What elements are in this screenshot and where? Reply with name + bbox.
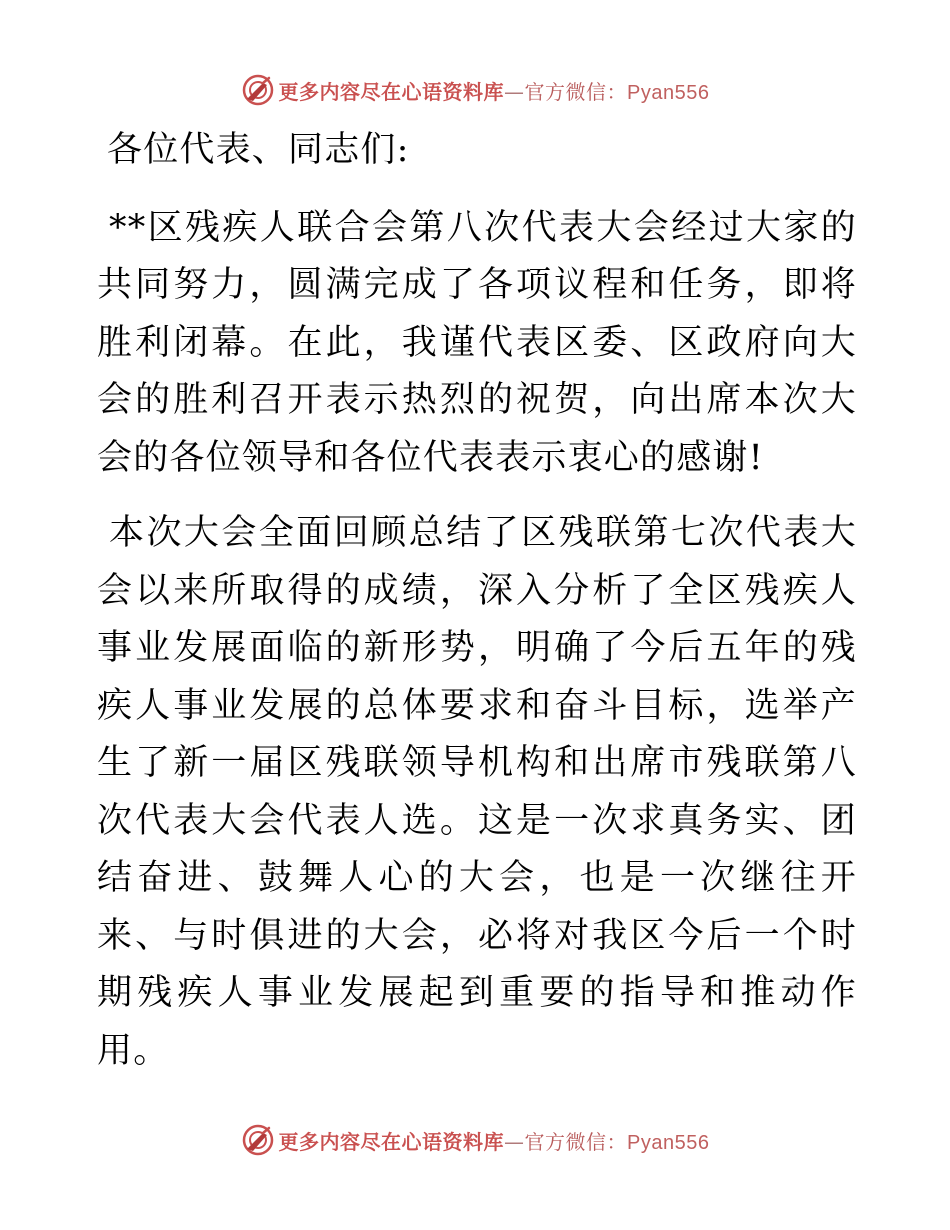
brand-logo-icon — [241, 73, 275, 107]
footer-banner-wechat-id: Pyan556 — [627, 1131, 710, 1154]
footer-banner-main: 更多内容尽在心语资料库 — [278, 1129, 505, 1154]
brand-logo-icon — [241, 1123, 275, 1157]
header-banner-main: 更多内容尽在心语资料库 — [278, 79, 505, 104]
footer-banner-text — [279, 1126, 710, 1155]
paragraph-1: **区残疾人联合会第八次代表大会经过大家的共同努力，圆满完成了各项议程和任务，即将胜利闭幕。在此，我谨代表区委、区政府向大会的胜利召开表示热烈的祝贺，向出席本次大会的各位领导和各位代表表示衷心的感谢! — [97, 207, 857, 478]
header-banner-text — [279, 76, 710, 105]
footer-banner-separator: — — [504, 1129, 525, 1154]
header-banner-wechat-label: 官方微信： — [524, 79, 628, 104]
header-banner-wechat-id: Pyan556 — [627, 81, 710, 104]
footer-banner-wechat-label: 官方微信： — [524, 1129, 628, 1154]
document-body — [97, 122, 857, 1098]
header-banner-separator: — — [504, 79, 525, 104]
paragraph-2: 本次大会全面回顾总结了区残联第七次代表大会以来所取得的成绩，深入分析了全区残疾人事业发展面临的新形势，明确了今后五年的残疾人事业发展的总体要求和奋斗目标，选举产生了新一届区残联领导机构和出席市残联第八次代表大会代表人选。这是一次求真务实、团结奋进、鼓舞人心的大会，也是一次继往开来、与时俱进的大会，必将对我区今后一个时期残疾人事业发展起到重要的指导和推动作用。 — [97, 513, 857, 1071]
header-banner — [0, 70, 950, 110]
salutation: 各位代表、同志们: — [107, 130, 410, 170]
footer-banner — [0, 1120, 950, 1160]
